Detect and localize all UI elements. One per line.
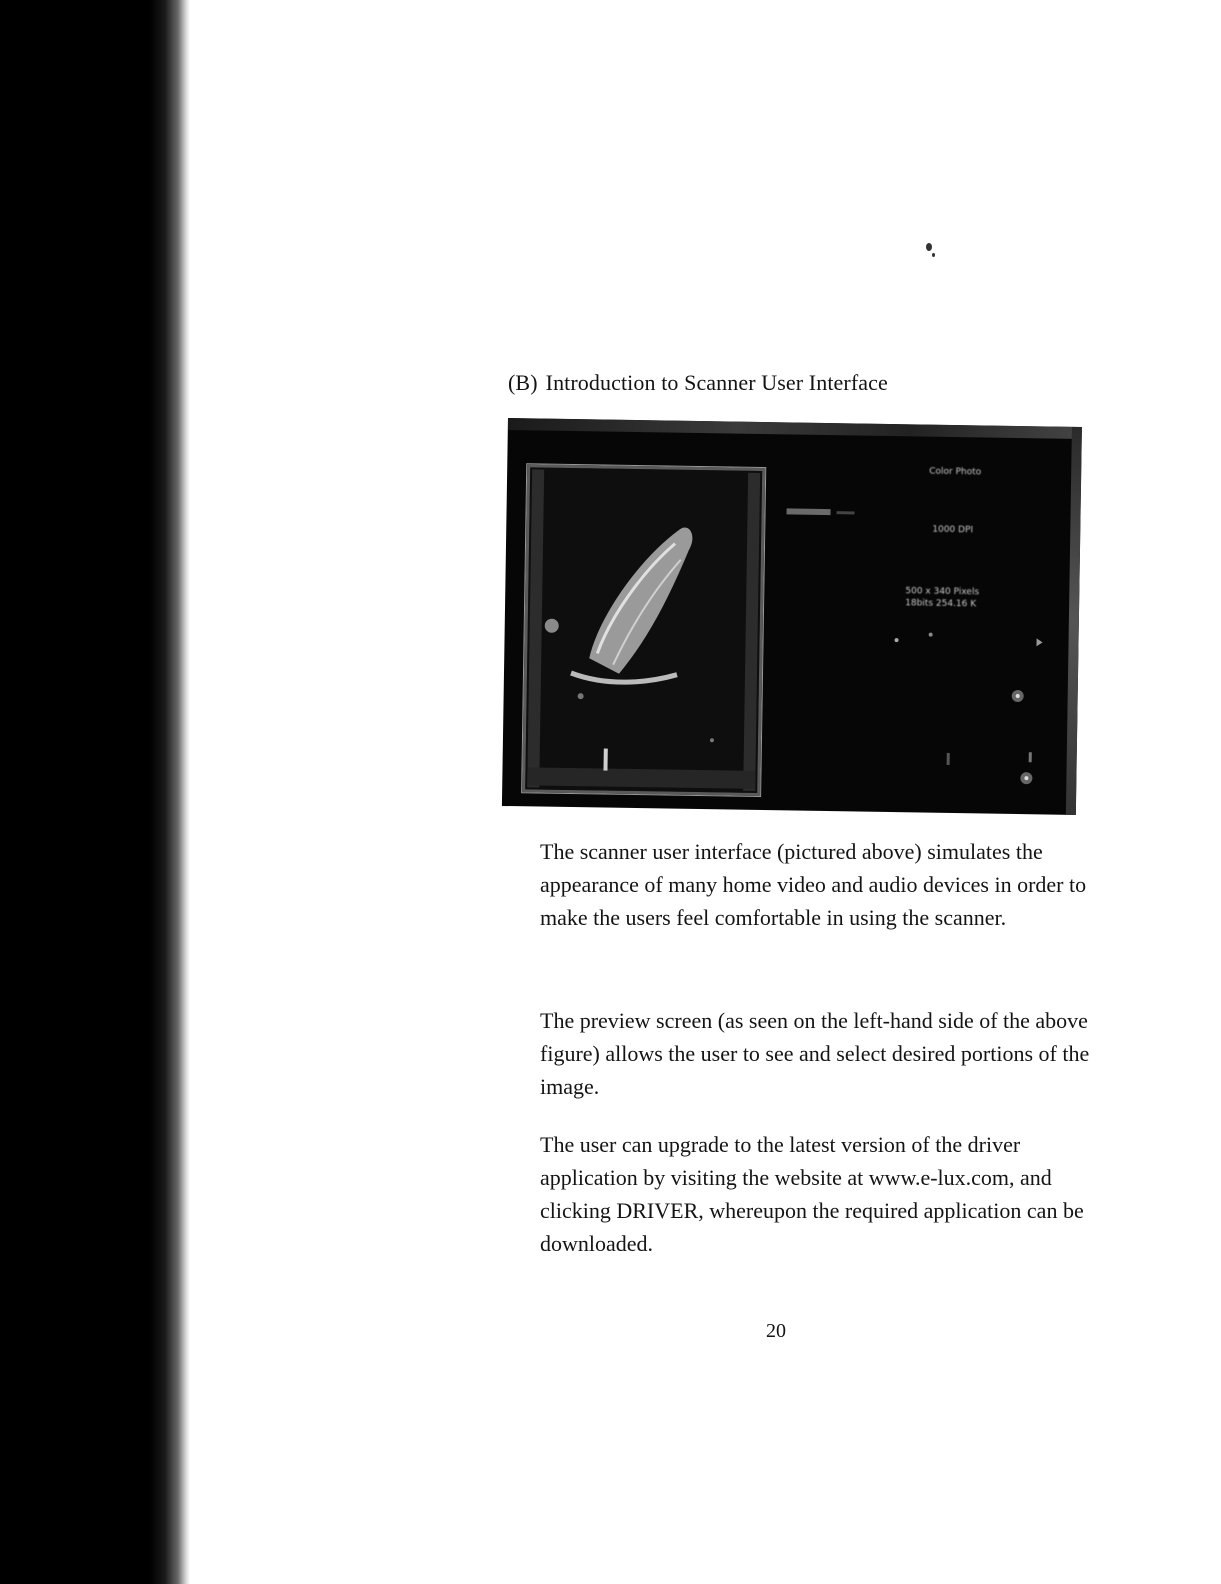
image-size-label: 500 x 340 Pixels <box>905 586 980 598</box>
scan-speck <box>926 243 932 251</box>
control-panel-marks <box>502 418 1082 815</box>
image-depth-label: 18bits 254.16 K <box>905 598 977 610</box>
section-title: Introduction to Scanner User Interface <box>545 370 888 395</box>
section-heading <box>508 370 888 396</box>
paragraph-preview-screen: The preview screen (as seen on the left-hand side of the above figure) allows the user to see and select desired portions of the image. <box>540 1008 1090 1099</box>
scanner-ui-figure <box>502 418 1082 815</box>
page-number: 20 <box>766 1320 786 1342</box>
paragraph-interface-overview: The scanner user interface (pictured above) simulates the appearance of many home video and audio devices in order to make the users feel comfortable in using the scanner. <box>540 839 1087 930</box>
color-mode-label: Color Photo <box>929 466 982 478</box>
resolution-label: 1000 DPI <box>932 524 974 536</box>
scan-speck <box>932 253 935 257</box>
section-marker: (B) <box>508 370 538 395</box>
paragraph-driver-upgrade: The user can upgrade to the latest version of the driver application by visiting the website at www.e-lux.com, and clicking DRIVER, whereupon the required application can be downloaded. <box>540 1132 1084 1256</box>
scanned-page-edge <box>0 0 190 1584</box>
